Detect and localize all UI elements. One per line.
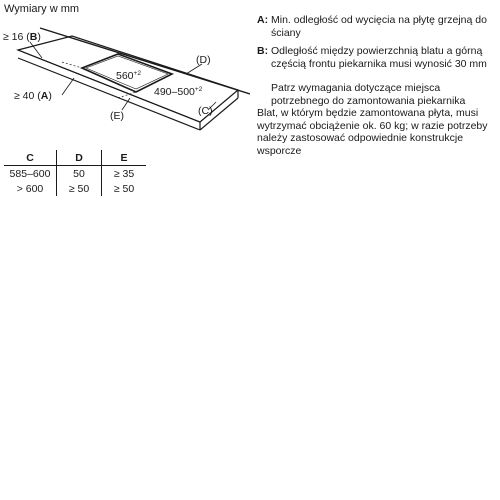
table-row [4, 181, 146, 196]
label-c: (C) [198, 105, 213, 117]
table-header: E [102, 150, 147, 166]
notes-panel [257, 14, 497, 157]
table-header-row [4, 150, 146, 166]
table-cell: 585–600 [9, 167, 51, 180]
table-cell: 50 [57, 166, 102, 182]
table-header: D [57, 150, 102, 166]
cutout-depth-label: $490-500^{+2}$ [154, 86, 203, 98]
note-b-key: B: [257, 45, 269, 57]
dimensions-table [4, 150, 146, 196]
table-cell: ≥ 50 [102, 181, 147, 196]
table-cell: ≥ 50 [57, 181, 102, 196]
label-b: ≥ 16 (B) [3, 31, 41, 43]
label-e: (E) [110, 110, 124, 122]
table-header: C [4, 150, 57, 166]
note-b-text: Odległość między powierzchnią blatu a górną częścią frontu piekarnika musi wynosić 30 mm [271, 45, 487, 70]
load-note: Blat, w którym będzie zamontowana płyta, musi wytrzymać obciążenie ok. 60 kg; w razie potrzeby należy zastosować odpowiednie konstrukcje wsporcze [257, 107, 488, 157]
table-cell: ≥ 35 [102, 166, 147, 182]
label-d: (D) [196, 54, 211, 66]
note-a-text: Min. odległość od wycięcia na płytę grzejną do ściany [271, 14, 487, 39]
note-a [257, 14, 497, 39]
label-a: ≥ 40 (A) [14, 90, 52, 102]
installation-diagram [0, 18, 250, 144]
table-row [4, 166, 146, 182]
leader-line-a [62, 78, 74, 95]
table-cell: > 600 [16, 182, 44, 195]
page-title: Wymiary w mm [4, 3, 80, 15]
cutout-width-label: $560^{+2}$ [116, 70, 141, 82]
support-note: Patrz wymagania dotyczące miejsca potrzebnego do zamontowania piekarnika [271, 82, 466, 107]
note-a-key: A: [257, 14, 269, 26]
note-b [257, 45, 497, 70]
